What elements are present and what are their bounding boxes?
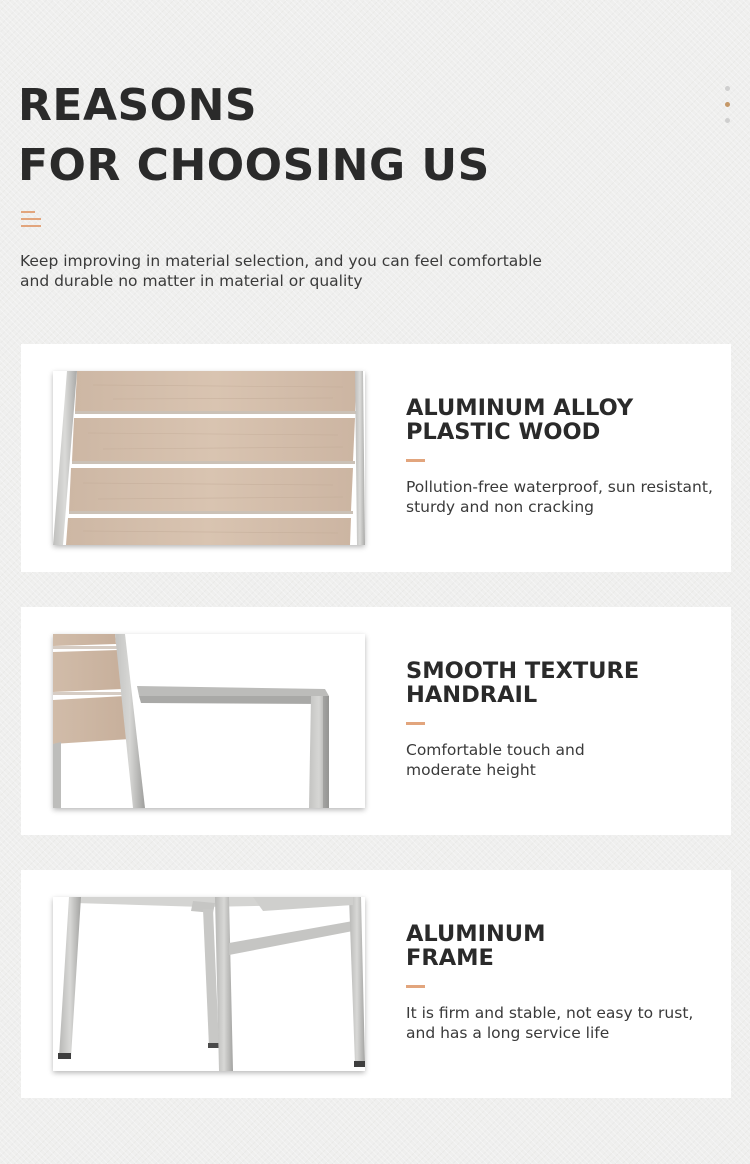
feature-title-line-1: ALUMINUM ALLOY	[406, 395, 634, 421]
aluminum-frame-legs-photo	[53, 897, 365, 1071]
feature-description	[406, 740, 716, 780]
pager-dot-3[interactable]	[725, 118, 730, 123]
feature-text	[406, 396, 716, 517]
feature-title-line-1: SMOOTH TEXTURE	[406, 658, 640, 684]
page-title-line-1: REASONS	[18, 80, 258, 131]
intro-description: Keep improving in material selection, and you can feel comfortable and durable no matter in material or quality	[20, 252, 542, 290]
feature-card-frame	[21, 870, 731, 1098]
feature-title	[406, 922, 716, 970]
feature-title-line-2: PLASTIC WOOD	[406, 419, 601, 445]
page-title	[18, 76, 490, 196]
accent-divider	[406, 985, 425, 988]
feature-title-line-2: FRAME	[406, 945, 494, 971]
pager-dots	[722, 86, 732, 134]
aluminum-handrail-photo	[53, 634, 365, 808]
accent-divider	[406, 722, 425, 725]
page-title-line-2: FOR CHOOSING US	[18, 140, 490, 191]
feature-title-line-2: HANDRAIL	[406, 682, 538, 708]
feature-description-line-1: It is firm and stable, not easy to rust,	[406, 1004, 694, 1022]
feature-title-line-1: ALUMINUM	[406, 921, 546, 947]
plastic-wood-slats-photo	[53, 371, 365, 545]
feature-card-handrail	[21, 607, 731, 835]
feature-description	[406, 1003, 716, 1043]
feature-description-line-1: Comfortable touch and	[406, 741, 585, 759]
feature-description	[406, 477, 716, 517]
feature-description-line-1: Pollution-free waterproof, sun resistant,	[406, 478, 713, 496]
feature-title	[406, 396, 716, 444]
feature-card-plastic-wood	[21, 344, 731, 572]
feature-text	[406, 659, 716, 780]
feature-title	[406, 659, 716, 707]
feature-description-line-2: and has a long service life	[406, 1024, 610, 1042]
accent-divider	[406, 459, 425, 462]
pager-dot-1[interactable]	[725, 86, 730, 91]
feature-description-line-2: sturdy and non cracking	[406, 498, 595, 516]
feature-text	[406, 922, 716, 1043]
pager-dot-2-active[interactable]	[725, 102, 730, 107]
menu-icon	[21, 211, 41, 229]
feature-description-line-2: moderate height	[406, 761, 536, 779]
